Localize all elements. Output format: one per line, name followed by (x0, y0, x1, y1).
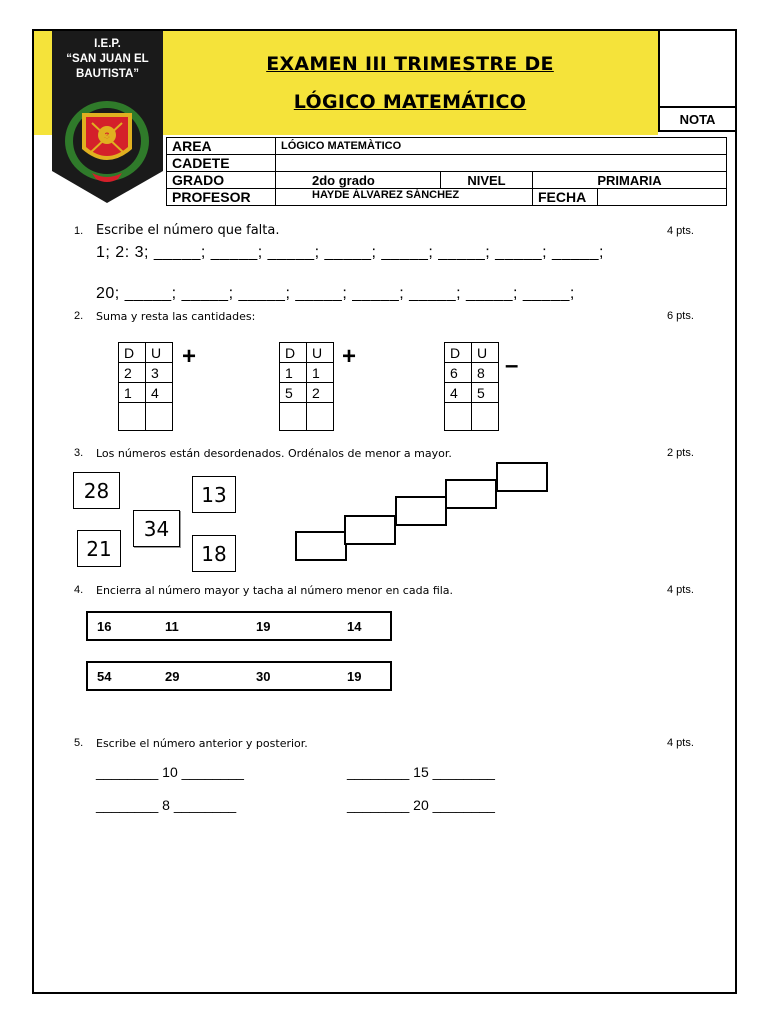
plus-sign-1: + (182, 343, 197, 370)
row-number[interactable]: 14 (347, 619, 362, 634)
q3-number: 3. (74, 447, 84, 459)
grid-cell: 3 (146, 363, 173, 383)
sum-grid-1 (118, 342, 173, 431)
answer-cell[interactable] (119, 403, 146, 431)
q3-points: 2 pts. (667, 447, 694, 459)
exam-title-line2: LÓGICO MATEMÁTICO (293, 91, 527, 113)
row-number[interactable]: 19 (256, 619, 271, 634)
grid-cell: 5 (280, 383, 307, 403)
grid-cell: 1 (307, 363, 334, 383)
q1-sequence-2[interactable]: 20; _____; _____; _____; _____; _____; _____; _____; _____; (96, 285, 575, 302)
fecha-label: FECHA (533, 189, 598, 206)
student-info-table (166, 137, 727, 206)
number-card: 28 (73, 472, 120, 509)
nivel-value: PRIMARIA (533, 172, 727, 189)
q2-points: 6 pts. (667, 310, 694, 322)
area-label: AREA (167, 138, 276, 155)
cadete-label: CADETE (167, 155, 276, 172)
grid-cell: 2 (119, 363, 146, 383)
exam-title-line1: EXAMEN III TRIMESTRE DE (266, 53, 554, 75)
answer-cell[interactable] (146, 403, 173, 431)
row-number[interactable]: 16 (97, 619, 112, 634)
before-after-item[interactable]: ________ 10 ________ (96, 764, 244, 780)
q1-text: Escribe el número que falta. (96, 223, 280, 238)
before-after-item[interactable]: ________ 20 ________ (347, 797, 495, 813)
q3-text: Los números están desordenados. Ordénalos de menor a mayor. (96, 447, 452, 460)
grid-cell: 4 (146, 383, 173, 403)
profesor-value: HAYDE ÁLVAREZ SÁNCHEZ (276, 189, 533, 206)
subtract-grid (444, 342, 499, 431)
row-number[interactable]: 11 (165, 619, 179, 634)
q1-points: 4 pts. (667, 225, 694, 237)
stair-step-1[interactable] (295, 531, 347, 561)
grid-cell: 5 (472, 383, 499, 403)
profesor-label: PROFESOR (167, 189, 276, 206)
before-after-item[interactable]: ________ 15 ________ (347, 764, 495, 780)
number-row-1[interactable] (86, 611, 392, 641)
row-number[interactable]: 30 (256, 669, 271, 684)
cadete-field[interactable] (276, 155, 727, 172)
grid-cell: 6 (445, 363, 472, 383)
tens-header: D (119, 343, 146, 363)
grado-label: GRADO (167, 172, 276, 189)
q4-text: Encierra al número mayor y tacha al número menor en cada fila. (96, 584, 454, 597)
units-header: U (472, 343, 499, 363)
q4-points: 4 pts. (667, 584, 694, 596)
stair-step-4[interactable] (445, 479, 497, 509)
before-after-item[interactable]: ________ 8 ________ (96, 797, 237, 813)
nivel-label: NIVEL (441, 172, 533, 189)
row-number[interactable]: 54 (97, 669, 112, 684)
answer-cell[interactable] (445, 403, 472, 431)
grid-cell: 2 (307, 383, 334, 403)
grid-cell: 8 (472, 363, 499, 383)
number-card: 21 (77, 530, 121, 567)
answer-cell[interactable] (472, 403, 499, 431)
fecha-field[interactable] (598, 189, 727, 206)
q4-number: 4. (74, 584, 84, 596)
grid-cell: 1 (280, 363, 307, 383)
units-header: U (146, 343, 173, 363)
q5-number: 5. (74, 737, 84, 749)
answer-cell[interactable] (280, 403, 307, 431)
plus-sign-2: + (342, 343, 357, 370)
tens-header: D (280, 343, 307, 363)
q1-number: 1. (74, 225, 84, 237)
number-card: 18 (192, 535, 236, 572)
minus-sign: – (505, 352, 519, 379)
number-row-2[interactable] (86, 661, 392, 691)
number-card: 13 (192, 476, 236, 513)
grado-value: 2do grado (276, 172, 441, 189)
row-number[interactable]: 19 (347, 669, 362, 684)
units-header: U (307, 343, 334, 363)
stair-step-2[interactable] (344, 515, 396, 545)
answer-cell[interactable] (307, 403, 334, 431)
tens-header: D (445, 343, 472, 363)
sum-grid-2 (279, 342, 334, 431)
grid-cell: 1 (119, 383, 146, 403)
grid-cell: 4 (445, 383, 472, 403)
number-card: 34 (133, 510, 180, 547)
school-name: I.E.P. “SAN JUAN EL BAUTISTA” (66, 38, 149, 80)
stair-step-5[interactable] (496, 462, 548, 492)
q2-number: 2. (74, 310, 84, 322)
grade-label: NOTA (658, 106, 737, 132)
area-value: LÓGICO MATEMÀTICO (276, 138, 727, 155)
q5-points: 4 pts. (667, 737, 694, 749)
q5-text: Escribe el número anterior y posterior. (96, 737, 308, 750)
row-number[interactable]: 29 (165, 669, 180, 684)
stair-step-3[interactable] (395, 496, 447, 526)
q2-text: Suma y resta las cantidades: (96, 310, 256, 323)
q1-sequence-1[interactable]: 1; 2: 3; _____; _____; _____; _____; _____; _____; _____; _____; (96, 244, 604, 261)
